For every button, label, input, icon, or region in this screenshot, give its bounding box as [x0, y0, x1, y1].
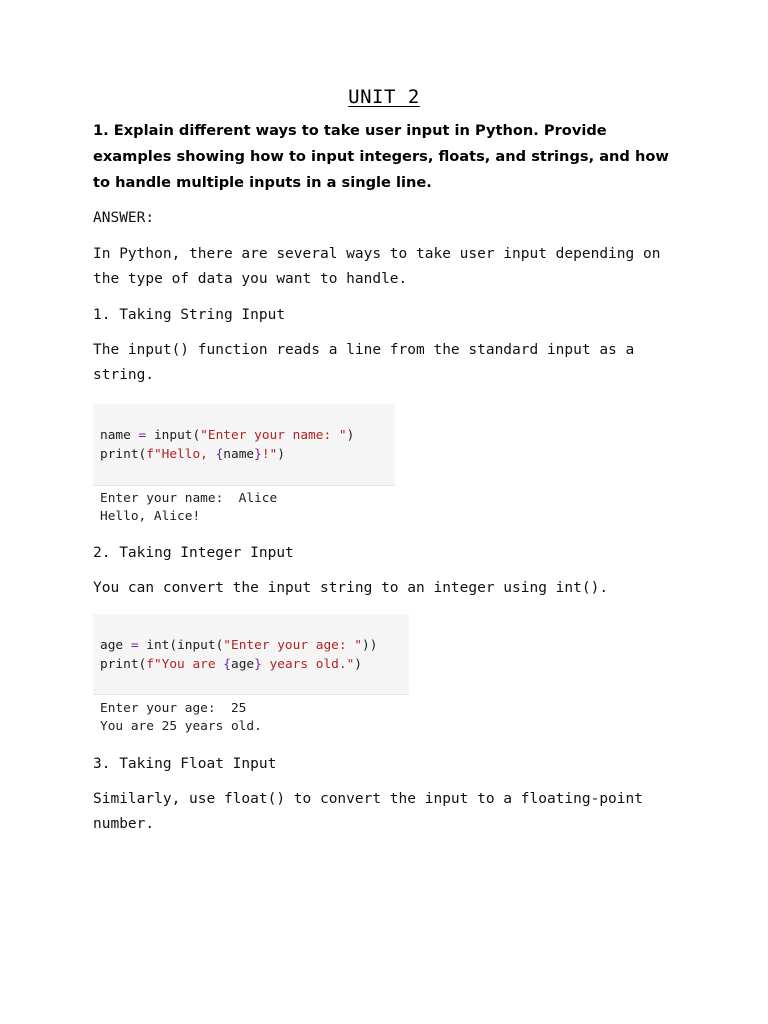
section-heading-string-input: 1. Taking String Input — [93, 307, 286, 323]
section-heading-integer-input: 2. Taking Integer Input — [93, 545, 294, 561]
section-heading-float-input: 3. Taking Float Input — [93, 756, 277, 772]
code-line: age = int(input("Enter your age: ")) — [100, 638, 378, 653]
section-description-float-input: Similarly, use float() to convert the input to a floating-point number. — [93, 791, 643, 832]
code-line: print(f"Hello, {name}!") — [100, 447, 285, 462]
page-title: UNIT 2 — [348, 86, 420, 108]
code-line: name = input("Enter your name: ") — [100, 428, 355, 443]
code-block-integer-input — [93, 614, 409, 695]
question-text: 1. Explain different ways to take user input in Python. Provide examples showing how to input integers, floats, and strings, and how to handle multiple inputs in a single line. — [93, 122, 669, 191]
intro-paragraph: In Python, there are several ways to take user input depending on the type of data you want to handle. — [93, 246, 661, 287]
code-block-string-input — [93, 404, 395, 486]
output-block-string-input — [100, 490, 277, 526]
output-line: You are 25 years old. — [100, 719, 262, 734]
code-line: print(f"You are {age} years old.") — [100, 657, 363, 672]
output-line: Hello, Alice! — [100, 509, 201, 524]
section-description-integer-input: You can convert the input string to an integer using int(). — [93, 580, 609, 596]
section-description-string-input: The input() function reads a line from the standard input as a string. — [93, 342, 635, 383]
output-line: Enter your age: 25 — [100, 701, 247, 716]
answer-label: ANSWER: — [93, 210, 155, 226]
output-block-integer-input — [100, 700, 262, 736]
output-line: Enter your name: Alice — [100, 491, 278, 506]
